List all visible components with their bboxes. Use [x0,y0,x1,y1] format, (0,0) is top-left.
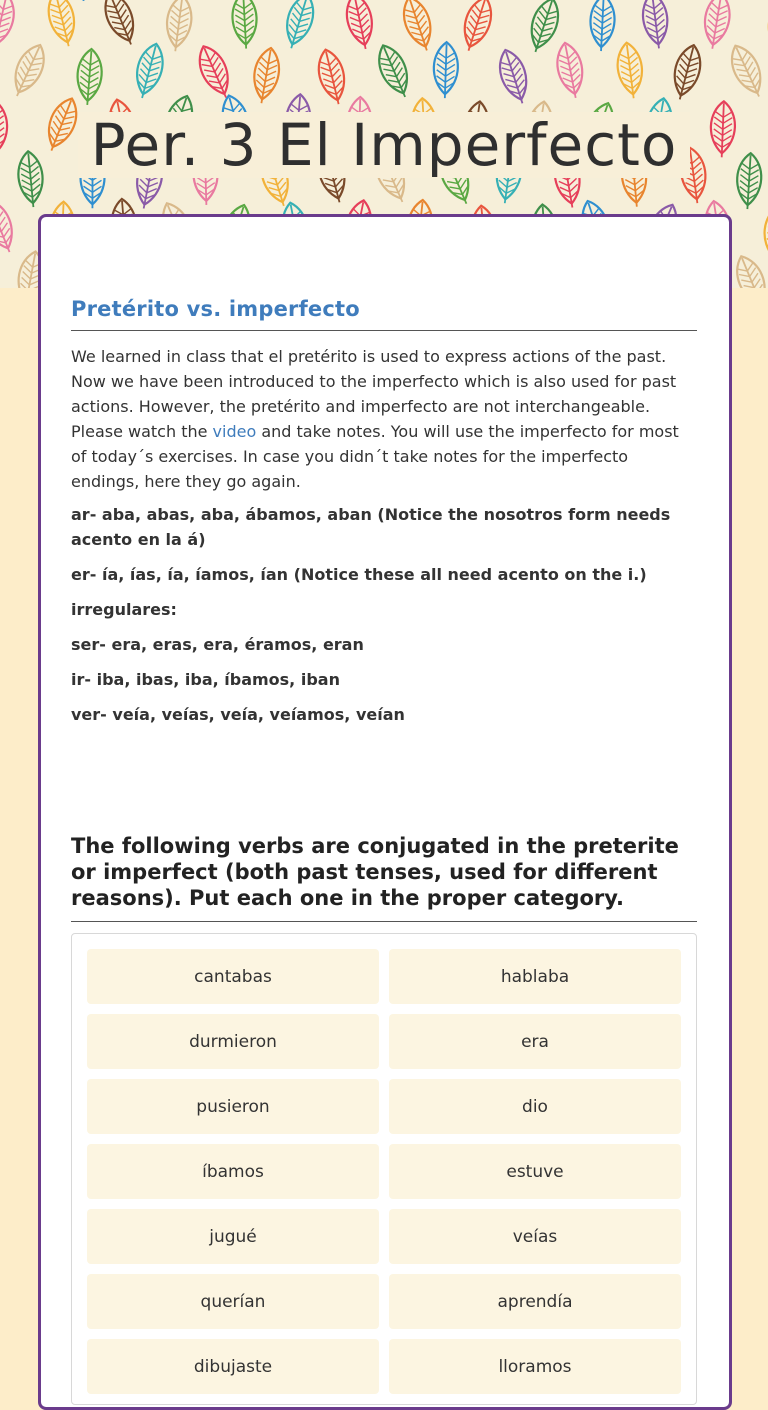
verb-chip[interactable]: estuve [389,1144,681,1199]
leaf-icon [163,0,194,53]
leaf-icon [725,41,768,102]
leaf-icon [640,0,671,50]
leaf-icon [6,40,51,101]
leaf-icon [0,0,19,51]
verb-chip[interactable]: dibujaste [87,1339,379,1394]
leaf-icon [280,0,319,52]
intro-text-part-1: We learned in class that el pretérito is used to express actions of the past. Now we have been introduced to the imperfecto which is also used for past actions. However, the pretérito and imperfecto are not interchangeable. Please watch the [71,347,676,441]
leaf-icon [589,0,616,52]
verb-chip[interactable]: cantabas [87,949,379,1004]
irregulares-heading: irregulares: [71,597,697,622]
leaf-icon [710,101,736,158]
ser-conjugation: ser- era, eras, era, éramos, eran [71,632,697,657]
leaf-icon [71,0,99,2]
leaf-icon [75,48,103,106]
sorting-prompt: The following verbs are conjugated in the preterite or imperfect (both past tenses, used for different reasons). Put each one in the proper category. [71,833,697,922]
intro-paragraph [71,344,697,494]
worksheet-card [38,214,732,1410]
leaf-icon [363,0,407,4]
er-endings-rule: er- ía, ías, ía, íamos, ían (Notice these all need acento on the i.) [71,562,697,587]
leaf-icon [192,41,237,102]
verb-chip[interactable]: durmieron [87,1014,379,1069]
verb-chip[interactable]: hablaba [389,949,681,1004]
leaf-icon [730,252,768,288]
verb-chip[interactable]: jugué [87,1209,379,1264]
video-link[interactable]: video [213,422,257,441]
leaf-icon [314,47,350,107]
leaf-icon [44,0,81,49]
page-title: Per. 3 El Imperfecto [91,111,678,179]
verb-chip[interactable]: lloramos [389,1339,681,1394]
ir-conjugation: ir- iba, ibas, iba, íbamos, iban [71,667,697,692]
leaf-icon [250,46,283,105]
verb-chip[interactable]: aprendía [389,1274,681,1329]
leaf-icon [248,0,287,2]
sorting-area [71,933,697,1405]
verb-chip[interactable]: querían [87,1274,379,1329]
leaf-icon [342,0,377,51]
leaf-icon [524,0,564,56]
leaf-icon [231,0,258,49]
sorting-section [71,833,697,922]
leaf-icon [760,0,768,50]
leaf-icon [668,42,705,102]
leaf-icon [398,0,438,54]
leaf-icon [130,41,167,101]
leaf-icon [457,0,497,54]
section-title: Pretérito vs. imperfecto [71,297,697,331]
leaf-icon [0,100,8,157]
leaf-icon [98,0,142,49]
verb-chip[interactable]: pusieron [87,1079,379,1134]
verb-chip[interactable]: íbamos [87,1144,379,1199]
leaf-icon [735,152,762,209]
leaf-icon [372,41,416,102]
verb-chip[interactable]: veías [389,1209,681,1264]
leaf-icon [762,204,768,262]
verb-chip-grid [87,949,681,1394]
lesson-section [71,297,697,737]
intro-text-part-2: and take notes. You will use the imperfecto for most of today´s exercises. In case you didn´t take notes for the imperfecto endings, here they go again. [71,422,679,491]
leaf-icon [40,94,83,155]
leaf-icon [615,41,646,100]
ar-endings-rule: ar- aba, abas, aba, ábamos, aban (Notice the nosotros form needs acento en la á) [71,502,697,552]
leaf-icon [16,150,45,208]
ver-conjugation: ver- veía, veías, veía, veíamos, veían [71,702,697,727]
leaf-icon [433,42,459,99]
verb-chip[interactable]: dio [389,1079,681,1134]
leaf-icon [700,0,733,51]
leaf-icon [553,41,587,101]
leaf-icon [0,196,21,257]
leaf-icon [494,46,534,107]
page-title-box [78,112,690,178]
verb-chip[interactable]: era [389,1014,681,1069]
